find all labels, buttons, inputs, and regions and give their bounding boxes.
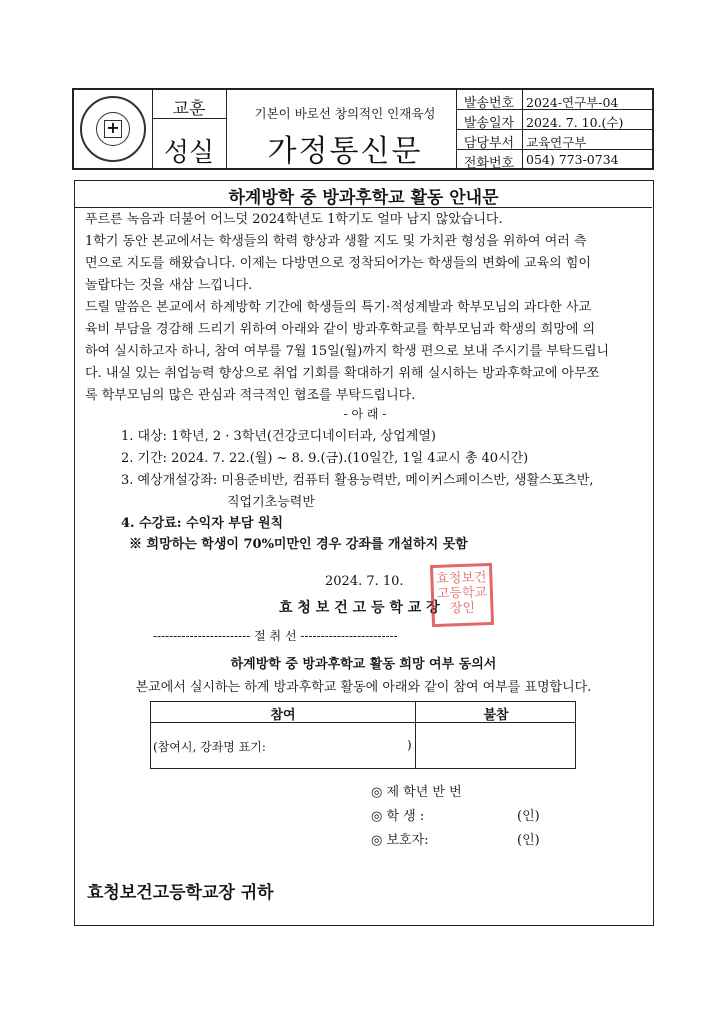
notice-title: 하계방학 중 방과후학교 활동 안내문	[228, 188, 499, 208]
item-target: 1. 대상: 1학년, 2 · 3학년(건강코디네이터과, 상업계열)	[121, 429, 436, 444]
meta-key-department: 담당부서	[463, 136, 515, 151]
meta-key-phone: 전화번호	[463, 156, 515, 171]
paragraph-line: 다. 내실 있는 취업능력 향상으로 취업 기회를 확대하기 위해 실시하는 방과후학교에 아무쪼	[85, 366, 600, 381]
signature-parent-label: ◎ 보호자:	[371, 833, 429, 848]
recipient: 효청보건고등학교장 귀하	[87, 883, 274, 903]
motto-value: 성실	[163, 138, 215, 168]
item-courses-cont: 직업기초능력반	[227, 495, 315, 510]
meta-value-issue-date: 2024. 7. 10.(수)	[526, 115, 624, 130]
signature-student-label: ◎ 학 생 :	[371, 809, 425, 824]
consent-table	[150, 701, 576, 769]
page-title: 가정통신문	[267, 134, 423, 169]
meta-value-issue-no: 2024-연구부-04	[526, 95, 619, 110]
slogan: 기본이 바로선 창의적인 인재육성	[254, 106, 436, 121]
paragraph-line: 육비 부담을 경감해 드리기 위하여 아래와 같이 방과후학교를 학부모님과 학생의 희망에 의	[85, 322, 596, 337]
meta-key-issue-date: 발송일자	[463, 116, 515, 131]
signature-class-line: ◎ 제 학년 반 번	[371, 785, 462, 800]
note: ※ 희망하는 학생이 70%미만인 경우 강좌를 개설하지 못함	[129, 537, 468, 552]
meta-key-issue-no: 발송번호	[463, 96, 515, 111]
motto-label: 교훈	[172, 99, 206, 119]
below-marker: - 아 래 -	[343, 407, 387, 421]
cross-icon: +	[104, 120, 122, 138]
col-absent-header: 불참	[483, 708, 509, 723]
student-seal: (인)	[517, 809, 540, 824]
meta-value-department: 교육연구부	[526, 135, 587, 150]
item-fee: 4. 수강료: 수익자 부담 원칙	[121, 516, 284, 531]
paragraph-line: 록 학부모님의 많은 관심과 적극적인 협조를 부탁드립니다.	[85, 388, 416, 403]
school-emblem	[80, 96, 146, 162]
paragraph-line: 하여 실시하고자 하니, 참여 여부를 7월 15일(월)까지 학생 편으로 보내 주시기를 부탁드립니	[85, 344, 610, 359]
consent-description: 본교에서 실시하는 하계 방과후학교 활동에 아래와 같이 참여 여부를 표명합니다.	[135, 680, 592, 695]
paragraph-line: 1학기 동안 본교에서는 학생들의 학력 향상과 생활 지도 및 가치관 형성을 위하여 여러 측	[85, 234, 587, 249]
paragraph-line: 놀랍다는 것을 새삼 느낍니다.	[85, 278, 253, 293]
paragraph-line: 드릴 말씀은 본교에서 하계방학 기간에 학생들의 특기·적성계발과 학부모님의 과다한 사교	[85, 300, 591, 315]
item-courses: 3. 예상개설강좌: 미용준비반, 컴퓨터 활용능력반, 메이커스페이스반, 생활스포츠반,	[121, 473, 594, 488]
notice-body	[74, 180, 654, 926]
meta-value-phone: 054) 773-0734	[526, 152, 619, 167]
issue-date: 2024. 7. 10.	[325, 574, 404, 589]
principal-name: 효 청 보 건 고 등 학 교 장	[279, 600, 440, 616]
paragraph-intro: 푸르른 녹음과 더불어 어느덧 2024학년도 1학기도 얼마 남지 않았습니다.	[85, 212, 503, 227]
item-period: 2. 기간: 2024. 7. 22.(월) ~ 8. 9.(금).(10일간, 1일 4교시 총 40시간)	[121, 451, 529, 466]
paragraph-line: 면으로 지도를 해왔습니다. 이제는 다방면으로 정착되어가는 학생들의 변화에 교육의 힘이	[85, 256, 591, 271]
join-course-field-close: )	[407, 738, 412, 752]
absent-check-cell[interactable]	[417, 724, 573, 768]
parent-seal: (인)	[517, 833, 540, 848]
header-table	[72, 88, 654, 170]
consent-title: 하계방학 중 방과후학교 활동 희망 여부 동의서	[230, 657, 497, 672]
cut-line: ------------------------ 절 취 선 ------------------------	[153, 629, 398, 643]
col-join-header: 참여	[270, 708, 296, 723]
join-course-field[interactable]: (참여시, 강좌명 표기:	[153, 740, 266, 754]
official-seal: 효청보건고등학교장인	[430, 563, 494, 627]
